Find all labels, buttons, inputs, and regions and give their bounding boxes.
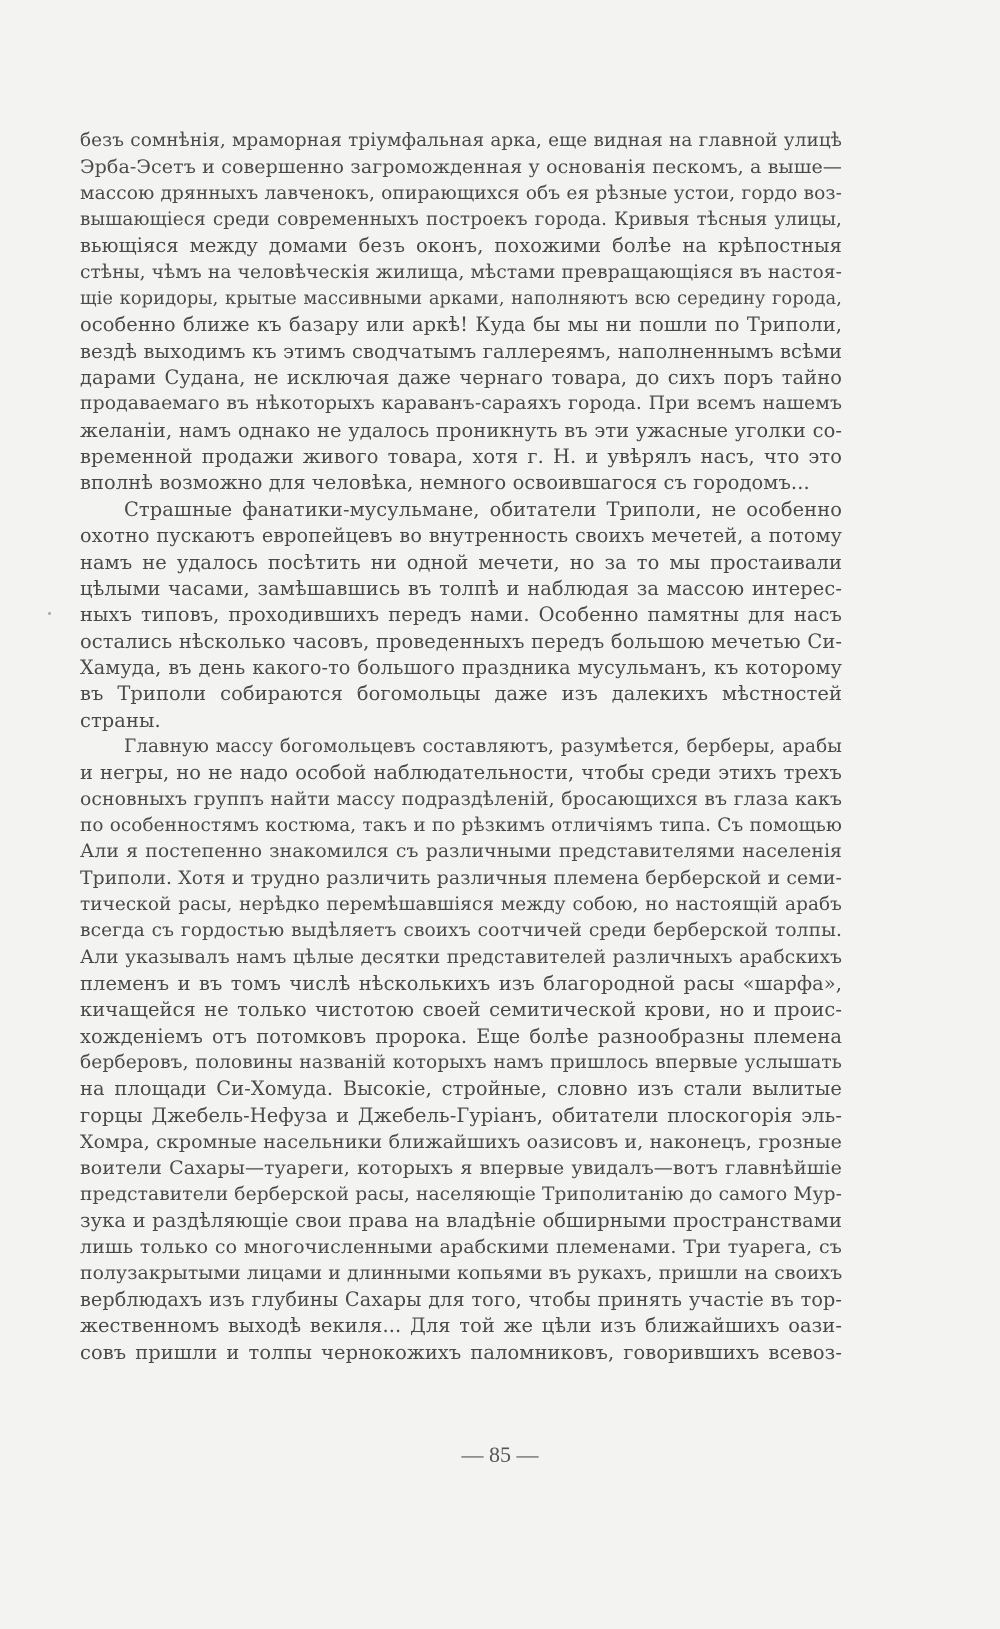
text-line: Главную массу богомольцевъ составляютъ, разумѣется, берберы, арабы	[124, 735, 842, 757]
text-line: вьющіяся между домами безъ оконъ, похожими болѣе на крѣпостныя	[80, 234, 842, 258]
body-text	[80, 128, 842, 1366]
text-line: Хамуда, въ день какого-то большого праздника мусульманъ, къ которому	[80, 655, 842, 679]
text-line: горцы Джебель-Нефуза и Джебель-Гуріанъ, обитатели плоскогорія эль-	[80, 1103, 842, 1127]
text-line: Али указывалъ намъ цѣлые десятки представителей различныхъ арабскихъ	[80, 946, 842, 968]
text-line: Триполи. Хотя и трудно различить различныя племена берберской и семи-	[80, 867, 842, 889]
text-line: вездѣ выходимъ къ этимъ сводчатымъ галлереямъ, наполненнымъ всѣми	[80, 339, 842, 363]
text-line: зука и раздѣляющіе свои права на владѣніе обширными пространствами	[80, 1209, 842, 1233]
text-line: продаваемаго въ нѣкоторыхъ караванъ-сараяхъ города. При всемъ нашемъ	[80, 393, 842, 415]
speck-mark	[48, 612, 51, 615]
text-line: племенъ и въ томъ числѣ нѣсколькихъ изъ благородной расы «шарфа»,	[80, 972, 842, 995]
text-line: дарами Судана, не исключая даже чернаго товара, до сихъ поръ тайно	[80, 366, 842, 390]
text-line: по особенностямъ костюма, такъ и по рѣзкимъ отличіямъ типа. Съ помощью	[80, 814, 842, 836]
text-line: жественномъ выходѣ векиля... Для той же цѣли изъ ближайшихъ оази-	[80, 1314, 842, 1338]
page-number: — 85 —	[461, 1442, 539, 1467]
text-line: кичащейся не только чистотою своей семитической крови, но и проис-	[80, 998, 842, 1022]
text-line: страны.	[80, 708, 161, 732]
text-line: желаніи, намъ однако не удалось проникнуть въ эти ужасные уголки со-	[80, 418, 842, 442]
text-line: вышающіеся среди современныхъ построекъ города. Кривыя тѣсныя улицы,	[80, 209, 842, 231]
text-line: въ Триполи собираются богомольцы даже изъ далекихъ мѣстностей	[80, 682, 842, 706]
text-line: лишь только со многочисленными арабскими племенами. Три туарега, съ	[80, 1236, 842, 1259]
text-line: временной продажи живого товара, хотя г. Н. и увѣрялъ насъ, что это	[80, 445, 842, 469]
text-line: охотно пускаютъ европейцевъ во внутренность своихъ мечетей, а потому	[80, 524, 842, 548]
text-line: и негры, но не надо особой наблюдательности, чтобы среди этихъ трехъ	[80, 761, 842, 785]
text-line: Страшные фанатики-мусульмане, обитатели Триполи, не особенно	[124, 497, 842, 521]
text-line: Али я постепенно знакомился съ различными представителями населенія	[80, 841, 842, 863]
text-line: верблюдахъ изъ глубины Сахары для того, чтобы принять участіе въ тор-	[80, 1288, 842, 1312]
text-line: хожденіемъ отъ потомковъ пророка. Еще болѣе разнообразны племена	[80, 1024, 842, 1048]
text-line: стѣны, чѣмъ на человѣческія жилища, мѣстами превращающіяся въ настоя-	[80, 261, 842, 283]
text-line: совъ пришли и толпы чернокожихъ паломниковъ, говорившихъ всевоз-	[80, 1340, 842, 1364]
text-line: массою дрянныхъ лавченокъ, опирающихся объ ея рѣзные устои, гордо воз-	[80, 182, 842, 204]
text-line: основныхъ группъ найти массу подраздѣленій, бросающихся въ глаза какъ	[80, 788, 842, 810]
text-line: ныхъ типовъ, проходившихъ передъ нами. Особенно памятны для насъ	[80, 603, 842, 627]
text-line: берберовъ, половины названій которыхъ намъ пришлось впервые услышать	[80, 1052, 842, 1074]
text-line: щіе коридоры, крытые массивными арками, наполняютъ всю середину города,	[80, 288, 842, 310]
text-line: Эрба-Эсетъ и совершенно загроможденная у основанія пескомъ, а выше—	[80, 156, 842, 179]
text-line: особенно ближе къ базару или аркѣ! Куда бы мы ни пошли по Триполи,	[80, 313, 842, 337]
text-line: безъ сомнѣнія, мраморная тріумфальная арка, еще видная на главной улицѣ	[80, 130, 842, 151]
text-line: остались нѣсколько часовъ, проведенныхъ передъ большою мечетью Си-	[80, 629, 842, 653]
text-line: полузакрытыми лицами и длинными копьями въ рукахъ, пришли на своихъ	[80, 1262, 843, 1284]
text-line: представители берберской расы, населяющіе Триполитанію до самого Мур-	[80, 1183, 842, 1205]
text-line: намъ не удалось посѣтить ни одной мечети, но за то мы простаивали	[80, 550, 842, 574]
text-line: на площади Си-Хомуда. Высокіе, стройные, словно изъ стали вылитые	[80, 1077, 842, 1101]
text-line: цѣлыми часами, замѣшавшись въ толпѣ и наблюдая за массою интерес-	[80, 576, 842, 600]
text-line: всегда съ гордостью выдѣляетъ своихъ соотчичей среди берберской толпы.	[80, 920, 842, 942]
text-line: вполнѣ возможно для человѣка, немного освоившагося съ городомъ...	[80, 471, 810, 495]
text-line: тической расы, нерѣдко перемѣшавшіяся между собою, но настоящій арабъ	[80, 893, 842, 915]
text-line: Хомра, скромные насельники ближайшихъ оазисовъ и, наконецъ, грозные	[80, 1131, 842, 1154]
text-line: воители Сахары—туареги, которыхъ я впервые увидалъ—вотъ главнѣйшіе	[80, 1157, 842, 1180]
